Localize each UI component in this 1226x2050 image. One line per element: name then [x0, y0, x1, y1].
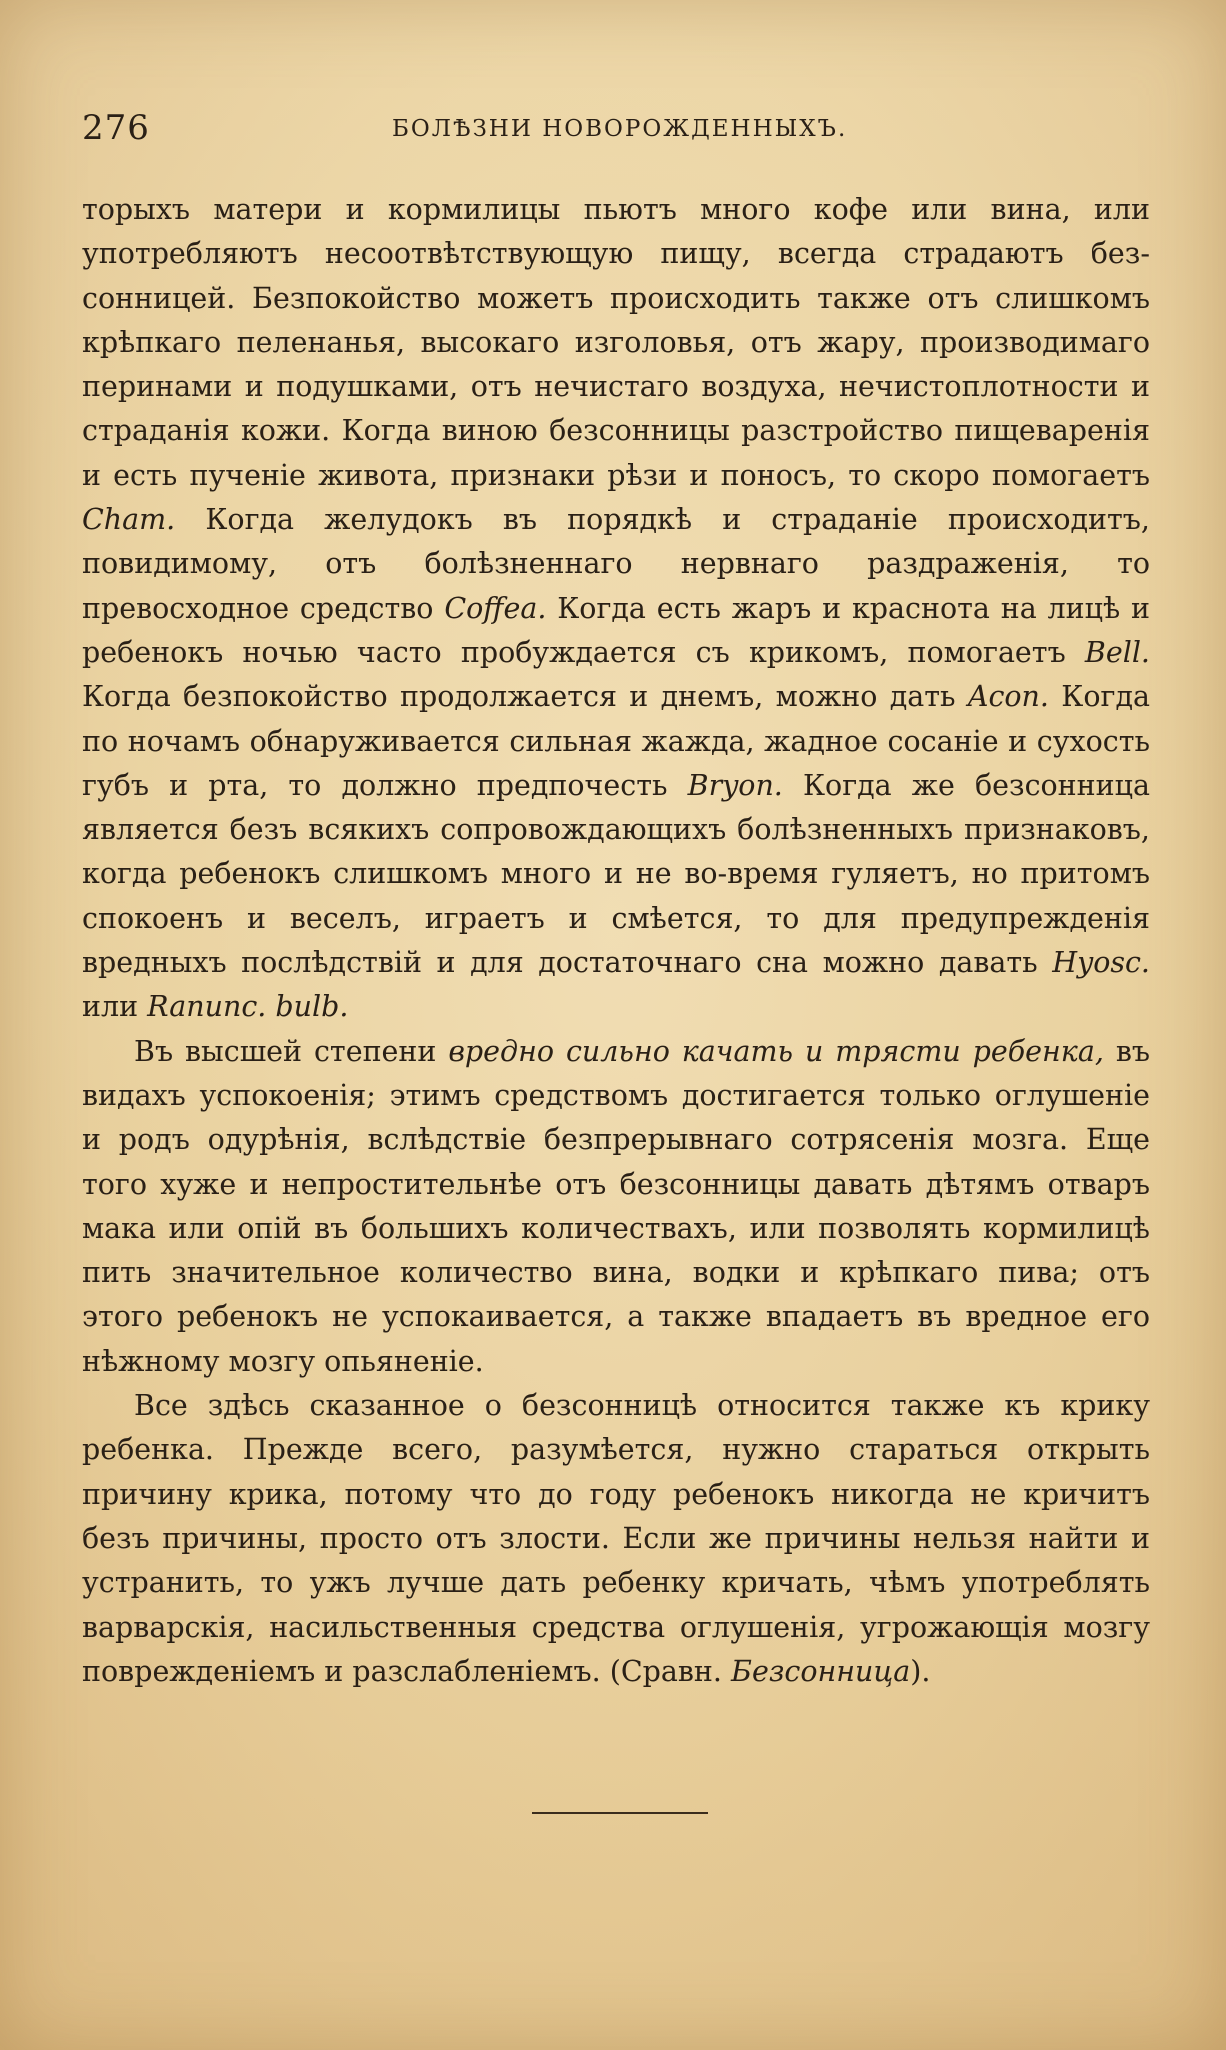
italic-run: Безсонница — [731, 1654, 911, 1688]
text-run: ). — [910, 1654, 931, 1688]
text-run: Когда желудокъ въ порядкѣ и страданіе происходитъ, повидимому, отъ болѣзненнаго нервнаго раздраженія, то превосходное средство — [82, 503, 1150, 625]
text-run: или — [82, 990, 148, 1024]
italic-run: Bell. — [1084, 635, 1150, 669]
italic-run: Acon. — [967, 680, 1049, 714]
italic-run: Hyosc. — [1052, 946, 1150, 980]
text-run: торыхъ матери и кормилицы пьютъ много кофе или вина, или употребляютъ несоотвѣтствующую пищу, всегда страдаютъ безсонницей. Безпокойство можетъ происходить также отъ слишкомъ крѣпкаго пеленанья, высокаго изголовья, отъ жару, производимаго перинами и подушками, отъ нечистаго воздуха, нечистоплотности и страданія кожи. Когда виною безсонницы разстройство пищеваренія и есть пученіе живота, признаки рѣзи и поносъ, то скоро помогаетъ — [82, 193, 1150, 492]
text-run: Въ высшей степени — [134, 1034, 449, 1068]
paragraph — [82, 188, 1150, 1030]
paragraph — [82, 1384, 1150, 1694]
italic-run: Ranunc. bulb. — [147, 990, 349, 1024]
section-divider — [532, 1812, 708, 1814]
running-head: БОЛѢЗНИ НОВОРОЖДЕННЫХЪ. — [392, 116, 848, 142]
text-run: Все здѣсь сказанное о безсонницѣ относится также къ крику ребенка. Прежде всего, разумѣется, нужно стараться открыть причину крика, потому что до году ребенокъ никогда не кричитъ безъ причины, просто отъ злости. Если же причины нельзя найти и устранить, то ужъ лучше дать ребенку кричать, чѣмъ употреблять варварскія, насильственныя средства оглушенія, угрожающія мозгу поврежденіемъ и разслабленіемъ. (Сравн. — [82, 1389, 1150, 1688]
page-header — [82, 108, 1148, 152]
italic-run: Coffea. — [444, 591, 547, 625]
text-run: Когда безпокойство продолжается и днемъ, можно дать — [82, 680, 968, 714]
page-number: 276 — [82, 108, 150, 148]
text-run: Когда есть жаръ и краснота на лицѣ и ребенокъ ночью часто пробуждается съ крикомъ, помогаетъ — [82, 591, 1150, 669]
body-text — [82, 188, 1150, 1694]
italic-run: Cham. — [82, 503, 176, 537]
text-run: Когда же безсонница является безъ всякихъ сопровождающихъ болѣзненныхъ признаковъ, когда ребенокъ слишкомъ много и не во-время гуляетъ, но притомъ спокоенъ и веселъ, играетъ и смѣется, то для предупрежденія вредныхъ послѣдствій и для достаточнаго сна можно давать — [82, 768, 1150, 980]
paragraph — [82, 1030, 1150, 1384]
italic-run: вредно сильно качать и трясти ребенка, — [448, 1034, 1104, 1068]
text-run: въ видахъ успокоенія; этимъ средствомъ достигается только оглушеніе и родъ одурѣнія, вслѣдствіе безпрерывнаго сотрясенія мозга. Еще того хуже и непростительнѣе отъ безсонницы давать дѣтямъ отваръ мака или опій въ большихъ количествахъ, или позволять кормилицѣ пить значительное количество вина, водки и крѣпкаго пива; отъ этого ребенокъ не успокаивается, а также впадаетъ въ вредное его нѣжному мозгу опьяненіе. — [82, 1034, 1150, 1378]
text-run: Когда по ночамъ обнаруживается сильная жажда, жадное сосаніе и сухость губъ и рта, то должно предпочесть — [82, 680, 1150, 802]
italic-run: Bryon. — [687, 768, 783, 802]
